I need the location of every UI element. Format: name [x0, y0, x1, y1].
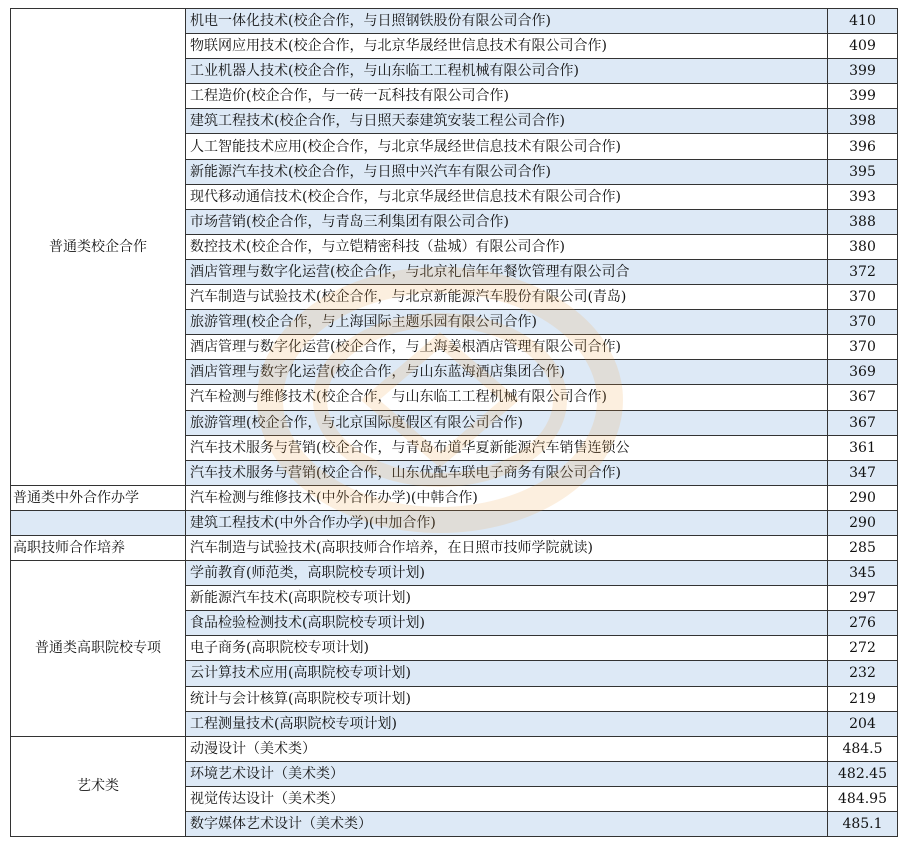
- score-cell: 297: [828, 586, 898, 611]
- major-cell: 旅游管理(校企合作，与上海国际主题乐园有限公司合作): [186, 310, 828, 335]
- score-cell: 380: [828, 234, 898, 259]
- score-cell: 232: [828, 661, 898, 686]
- score-cell: 272: [828, 636, 898, 661]
- major-cell: 动漫设计（美术类）: [186, 736, 828, 761]
- score-cell: 347: [828, 460, 898, 485]
- major-cell: 汽车技术服务与营销(校企合作，山东优配车联电子商务有限公司合作): [186, 460, 828, 485]
- major-cell: 汽车检测与维修技术(中外合作办学)(中韩合作): [186, 485, 828, 510]
- category-cell: [11, 510, 186, 535]
- category-cell: 普通类中外合作办学: [11, 485, 186, 510]
- score-cell: 219: [828, 686, 898, 711]
- major-cell: 汽车检测与维修技术(校企合作，与山东临工工程机械有限公司合作): [186, 385, 828, 410]
- score-cell: 484.5: [828, 736, 898, 761]
- score-cell: 276: [828, 611, 898, 636]
- major-cell: 汽车制造与试验技术(校企合作，与北京新能源汽车股份有限公司(青岛): [186, 285, 828, 310]
- major-cell: 工程造价(校企合作，与一砖一瓦科技有限公司合作): [186, 84, 828, 109]
- category-cell: 普通类高职院校专项: [11, 561, 186, 737]
- table-row: [11, 510, 898, 535]
- score-cell: 388: [828, 209, 898, 234]
- score-cell: 398: [828, 109, 898, 134]
- score-cell: 484.95: [828, 786, 898, 811]
- major-cell: 机电一体化技术(校企合作，与日照钢铁股份有限公司合作): [186, 9, 828, 34]
- admission-score-table: [10, 8, 898, 837]
- major-cell: 汽车技术服务与营销(校企合作，与青岛布道华夏新能源汽车销售连锁公: [186, 435, 828, 460]
- major-cell: 建筑工程技术(校企合作，与日照天泰建筑安装工程公司合作): [186, 109, 828, 134]
- major-cell: 新能源汽车技术(高职院校专项计划): [186, 586, 828, 611]
- category-cell: 艺术类: [11, 736, 186, 836]
- major-cell: 现代移动通信技术(校企合作，与北京华晟经世信息技术有限公司合作): [186, 184, 828, 209]
- score-cell: 369: [828, 360, 898, 385]
- major-cell: 酒店管理与数字化运营(校企合作，与上海姜根酒店管理有限公司合作): [186, 335, 828, 360]
- score-cell: 361: [828, 435, 898, 460]
- major-cell: 视觉传达设计（美术类）: [186, 786, 828, 811]
- score-cell: 367: [828, 385, 898, 410]
- table-row: [11, 561, 898, 586]
- major-cell: 人工智能技术应用(校企合作，与北京华晟经世信息技术有限公司合作): [186, 134, 828, 159]
- major-cell: 旅游管理(校企合作，与北京国际度假区有限公司合作): [186, 410, 828, 435]
- category-cell: 高职技师合作培养: [11, 535, 186, 560]
- major-cell: 统计与会计核算(高职院校专项计划): [186, 686, 828, 711]
- score-cell: 204: [828, 711, 898, 736]
- score-cell: 485.1: [828, 812, 898, 837]
- major-cell: 数字媒体艺术设计（美术类）: [186, 812, 828, 837]
- major-cell: 数控技术(校企合作，与立铠精密科技（盐城）有限公司合作): [186, 234, 828, 259]
- major-cell: 酒店管理与数字化运营(校企合作，与山东蓝海酒店集团合作): [186, 360, 828, 385]
- score-cell: 290: [828, 485, 898, 510]
- score-cell: 396: [828, 134, 898, 159]
- score-cell: 395: [828, 159, 898, 184]
- major-cell: 云计算技术应用(高职院校专项计划): [186, 661, 828, 686]
- major-cell: 环境艺术设计（美术类）: [186, 761, 828, 786]
- major-cell: 物联网应用技术(校企合作，与北京华晟经世信息技术有限公司合作): [186, 34, 828, 59]
- score-cell: 370: [828, 310, 898, 335]
- table-row: [11, 9, 898, 34]
- major-cell: 建筑工程技术(中外合作办学)(中加合作): [186, 510, 828, 535]
- score-cell: 410: [828, 9, 898, 34]
- major-cell: 酒店管理与数字化运营(校企合作，与北京礼信年年餐饮管理有限公司合: [186, 259, 828, 284]
- score-cell: 370: [828, 285, 898, 310]
- score-cell: 285: [828, 535, 898, 560]
- score-cell: 345: [828, 561, 898, 586]
- major-cell: 新能源汽车技术(校企合作，与日照中兴汽车有限公司合作): [186, 159, 828, 184]
- score-cell: 399: [828, 84, 898, 109]
- major-cell: 汽车制造与试验技术(高职技师合作培养，在日照市技师学院就读): [186, 535, 828, 560]
- score-cell: 393: [828, 184, 898, 209]
- major-cell: 学前教育(师范类，高职院校专项计划): [186, 561, 828, 586]
- score-cell: 372: [828, 259, 898, 284]
- score-cell: 482.45: [828, 761, 898, 786]
- score-cell: 370: [828, 335, 898, 360]
- table-row: [11, 736, 898, 761]
- category-cell: 普通类校企合作: [11, 9, 186, 486]
- table-row: [11, 485, 898, 510]
- major-cell: 市场营销(校企合作，与青岛三利集团有限公司合作): [186, 209, 828, 234]
- major-cell: 电子商务(高职院校专项计划): [186, 636, 828, 661]
- major-cell: 食品检验检测技术(高职院校专项计划): [186, 611, 828, 636]
- score-cell: 290: [828, 510, 898, 535]
- score-cell: 409: [828, 34, 898, 59]
- table-row: [11, 535, 898, 560]
- score-cell: 367: [828, 410, 898, 435]
- score-cell: 399: [828, 59, 898, 84]
- table-body: [11, 9, 898, 837]
- major-cell: 工程测量技术(高职院校专项计划): [186, 711, 828, 736]
- major-cell: 工业机器人技术(校企合作，与山东临工工程机械有限公司合作): [186, 59, 828, 84]
